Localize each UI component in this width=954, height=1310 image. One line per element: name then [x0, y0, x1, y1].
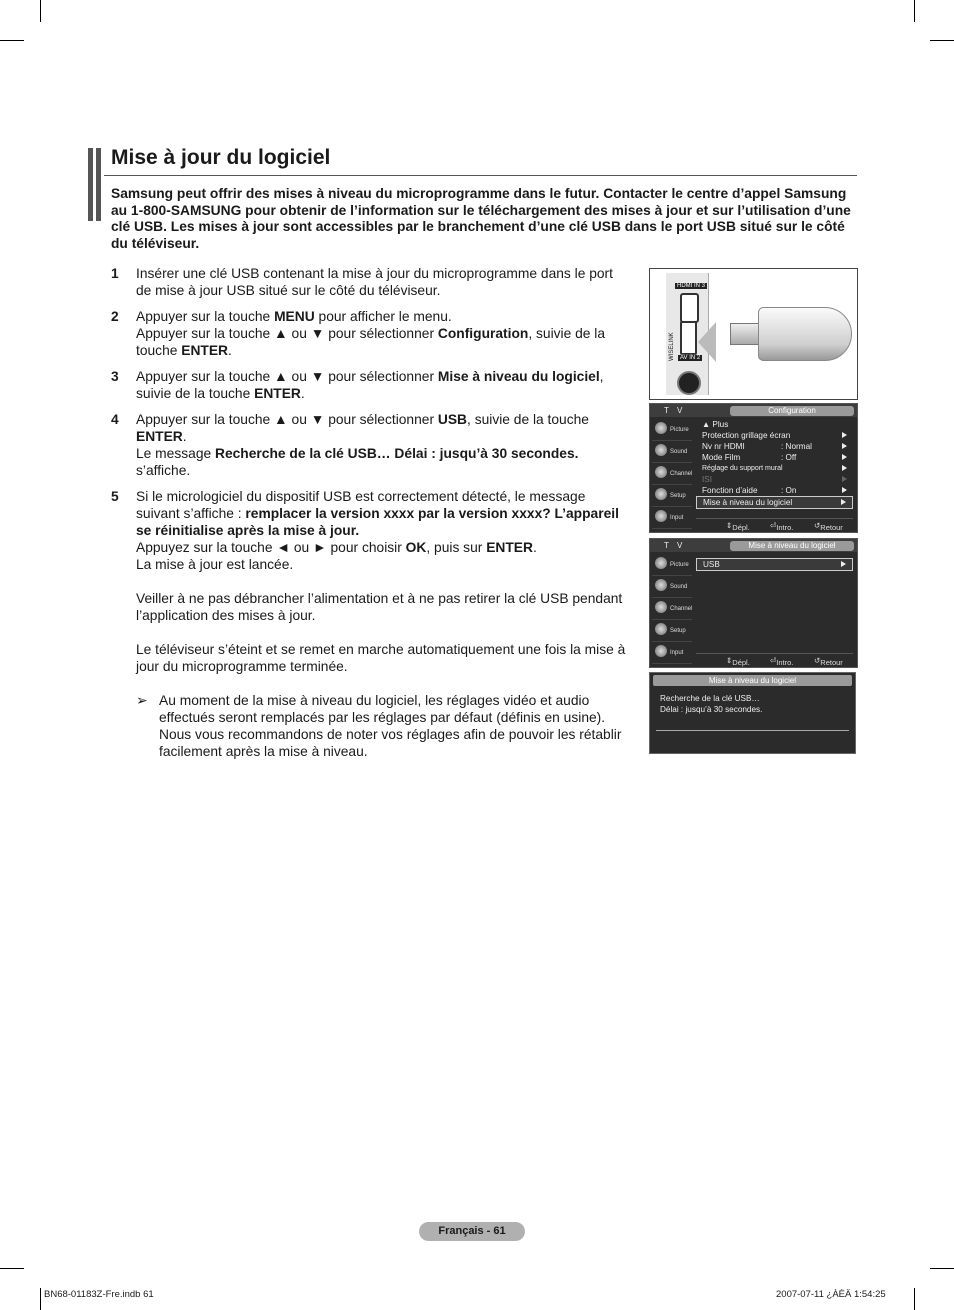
note-arrow-icon: ➢ — [136, 693, 148, 708]
menu-row-software-upgrade[interactable]: Mise à niveau du logiciel — [696, 496, 853, 509]
intro-paragraph: Samsung peut offrir des mises à niveau du microprogramme dans le futur. Contacter le centre d’appel Samsung au 1-800-SAMSUNG pour obtenir de l’information sur le téléchargement des mises à jour et sur l’utilisation d’une clé USB. Les mises à jour sont accessibles par le branchement d’une clé USB dans le port USB situé sur le côté du téléviseur. — [111, 186, 851, 251]
tv-menu-configuration — [649, 403, 858, 533]
tv-label: T V — [664, 541, 686, 550]
crop-mark — [930, 1268, 954, 1269]
side-item-sound[interactable]: Sound — [652, 576, 692, 598]
side-item-input[interactable]: Input — [652, 507, 692, 529]
wiselink-label: WISELINK — [669, 332, 675, 361]
print-file-info: BN68-01183Z-Fre.indb 61 — [44, 1289, 154, 1300]
setup-icon — [655, 488, 667, 500]
enter-hint: ⏎ Intro. — [770, 521, 794, 532]
side-item-input[interactable]: Input — [652, 642, 692, 664]
side-item-picture[interactable]: Picture — [652, 554, 692, 576]
crop-mark — [0, 40, 24, 41]
input-icon — [655, 510, 667, 522]
input-icon — [655, 645, 667, 657]
dialog-title: Mise à niveau du logiciel — [653, 675, 852, 686]
print-timestamp: 2007-07-11 ¿ÀÈÄ 1:54:25 — [776, 1289, 886, 1300]
step-number: 5 — [111, 489, 119, 504]
sound-icon — [655, 579, 667, 591]
note-text: Au moment de la mise à niveau du logiciel, les réglages vidéo et audio effectués seront remplacés par les réglages par défaut (définis en usine). Nous vous recommandons de noter vos réglages afin de pouvoir les rétablir facilement après la mise à niveau. — [159, 693, 622, 759]
hdmi-label: HDMI IN 3 — [677, 283, 706, 289]
channel-icon — [655, 466, 667, 478]
move-hint: ⇕ Dépl. — [726, 656, 750, 667]
arrow-right-icon — [842, 476, 847, 482]
menu-row-screen-burn[interactable]: Protection grillage écran — [696, 430, 853, 441]
menu-title: Mise à niveau du logiciel — [730, 541, 854, 551]
menu-content — [696, 554, 853, 571]
picture-icon — [655, 422, 667, 434]
crop-mark — [40, 0, 41, 22]
arrow-right-icon — [842, 465, 847, 471]
page-number-badge: Français - 61 — [419, 1222, 525, 1241]
tv-menu-software-upgrade — [649, 538, 858, 668]
side-item-sound[interactable]: Sound — [652, 441, 692, 463]
dialog-line-2: Délai : jusqu’à 30 secondes. — [660, 705, 763, 714]
crop-mark — [40, 1288, 41, 1310]
menu-title: Configuration — [730, 406, 854, 416]
page-title: Mise à jour du logiciel — [111, 146, 331, 169]
usb-illustration — [649, 268, 858, 400]
arrow-right-icon — [841, 561, 846, 567]
hdmi-port-icon — [680, 293, 699, 323]
step-number: 3 — [111, 369, 119, 384]
step-number: 2 — [111, 309, 119, 324]
step-number: 4 — [111, 412, 119, 427]
step-text: La mise à jour est lancée. — [136, 557, 294, 572]
usb-search-dialog — [649, 672, 856, 754]
crop-mark — [0, 1268, 24, 1269]
step-text: Le message Recherche de la clé USB… Délai : jusqu’à 30 secondes. s’affiche. — [136, 446, 579, 478]
step-3 — [111, 368, 631, 402]
avin-label: AV IN 2 — [680, 355, 701, 361]
arrow-right-icon — [842, 443, 847, 449]
steps-list — [111, 265, 631, 760]
step-text: Appuyer sur la touche ▲ ou ▼ pour sélectionner Configuration, suivie de la touche ENTER. — [136, 326, 606, 358]
picture-icon — [655, 557, 667, 569]
setup-icon — [655, 623, 667, 635]
step-4 — [111, 411, 631, 479]
menu-row-wall-mount[interactable]: Réglage du support mural — [696, 463, 853, 474]
menu-footer — [696, 653, 853, 665]
step-1 — [111, 265, 631, 299]
note — [111, 692, 631, 760]
title-decoration — [88, 148, 101, 221]
av-jack-icon — [677, 371, 701, 395]
side-item-channel[interactable]: Channel — [652, 598, 692, 620]
menu-footer — [696, 518, 853, 530]
side-item-setup[interactable]: Setup — [652, 620, 692, 642]
crop-mark — [930, 40, 954, 41]
menu-row-more[interactable]: ▲ Plus — [702, 420, 729, 429]
step-number: 1 — [111, 266, 119, 281]
step-text: Si le micrologiciel du dispositif USB est correctement détecté, le message suivant s’affiche : remplacer la version xxxx par la version xxxx? L’appareil se réinitialise après la mise à jour. — [136, 489, 619, 538]
sound-icon — [655, 444, 667, 456]
step-text: Appuyer sur la touche ▲ ou ▼ pour sélectionner Mise à niveau du logiciel, suivie de la touche ENTER. — [136, 369, 604, 401]
step-text: Appuyer sur la touche ▲ ou ▼ pour sélectionner USB, suivie de la touche ENTER. — [136, 412, 589, 444]
crop-mark — [914, 1288, 915, 1310]
move-hint: ⇕ Dépl. — [726, 521, 750, 532]
step-text: Appuyer sur la touche MENU pour afficher le menu. — [136, 309, 452, 324]
arrow-right-icon — [842, 432, 847, 438]
enter-hint: ⏎ Intro. — [770, 656, 794, 667]
crop-mark — [914, 0, 915, 22]
usb-stick-icon — [758, 307, 852, 361]
step-5 — [111, 488, 631, 573]
return-hint: ↺ Retour — [814, 656, 843, 667]
usb-port-icon — [680, 321, 697, 355]
auto-restart-paragraph: Le téléviseur s’éteint et se remet en marche automatiquement une fois la mise à jour du microprogramme terminée. — [136, 642, 626, 674]
title-rule — [104, 175, 857, 176]
menu-row-usb[interactable]: USB — [696, 558, 853, 571]
menu-row-isi: ISI — [696, 474, 853, 485]
menu-content — [696, 419, 853, 509]
side-item-channel[interactable]: Channel — [652, 463, 692, 485]
warning-paragraph: Veiller à ne pas débrancher l’alimentation et à ne pas retirer la clé USB pendant l’application des mises à jour. — [136, 591, 623, 623]
step-text: Insérer une clé USB contenant la mise à jour du microprogramme dans le port de mise à jour USB situé sur le côté du téléviseur. — [136, 266, 613, 298]
arrow-right-icon — [841, 499, 846, 505]
step-text: Appuyez sur la touche ◄ ou ► pour choisir OK, puis sur ENTER. — [136, 540, 537, 555]
menu-row-hdmi-black[interactable]: Nv nr HDMI : Normal — [696, 441, 853, 452]
side-item-picture[interactable]: Picture — [652, 419, 692, 441]
channel-icon — [655, 601, 667, 613]
insert-arrow-icon — [698, 322, 716, 362]
side-menu — [652, 554, 692, 664]
dialog-line-1: Recherche de la clé USB… — [660, 694, 760, 703]
side-menu — [652, 419, 692, 529]
menu-row-help[interactable]: Fonction d’aide : On — [696, 485, 853, 496]
arrow-right-icon — [842, 454, 847, 460]
arrow-right-icon — [842, 487, 847, 493]
tv-label: T V — [664, 406, 686, 415]
return-hint: ↺ Retour — [814, 521, 843, 532]
menu-row-film-mode[interactable]: Mode Film : Off — [696, 452, 853, 463]
dialog-rule — [656, 730, 849, 731]
step-2 — [111, 308, 631, 359]
side-item-setup[interactable]: Setup — [652, 485, 692, 507]
